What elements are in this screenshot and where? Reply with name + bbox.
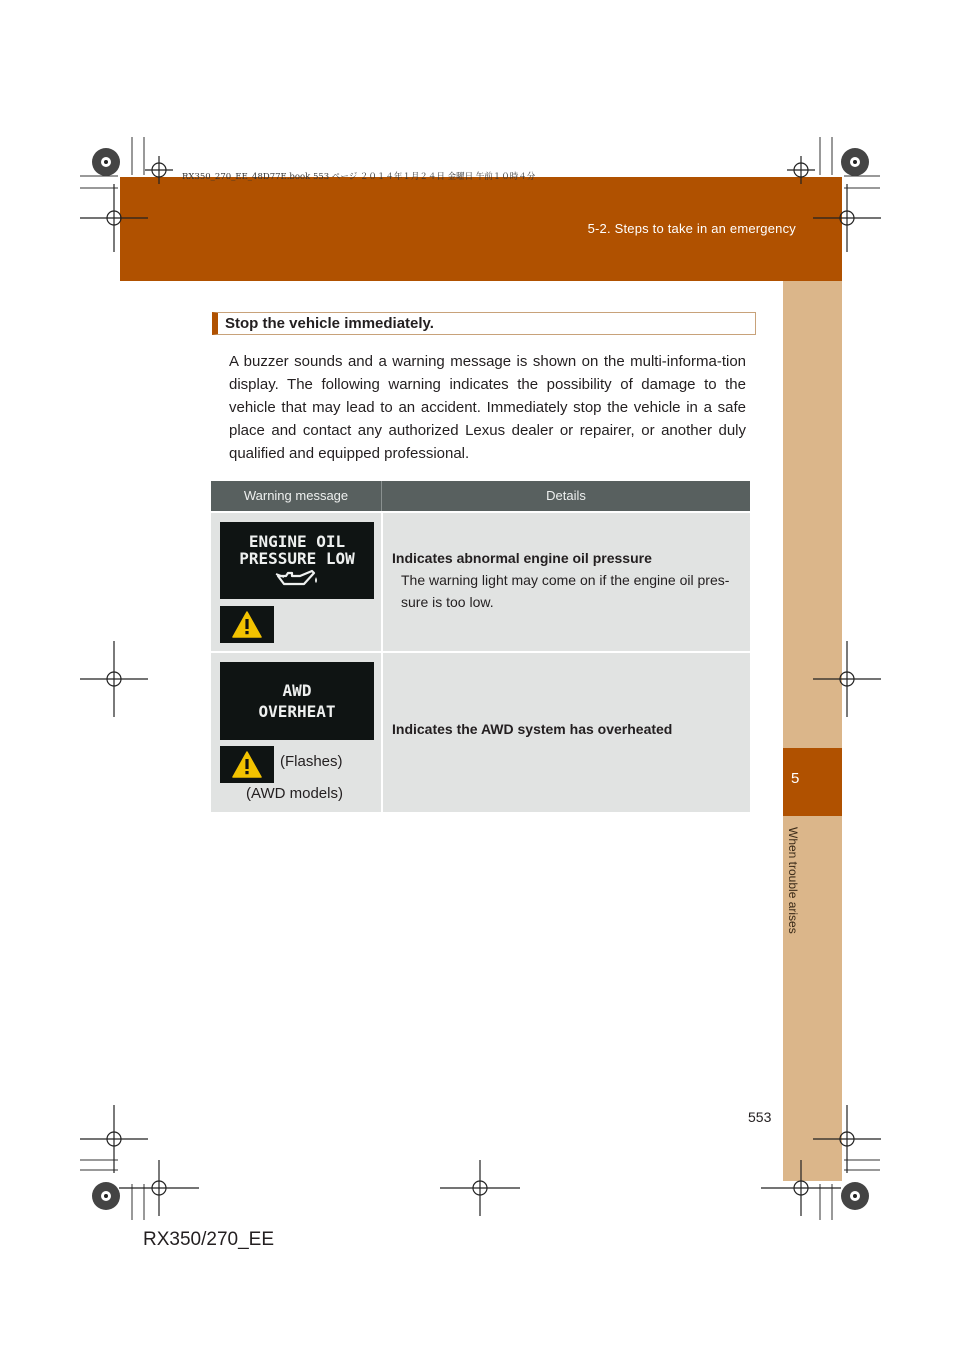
table-row — [211, 513, 750, 651]
display-line: PRESSURE LOW — [239, 549, 355, 568]
chapter-number: 5 — [791, 770, 800, 787]
header-band — [120, 177, 842, 281]
chapter-title: When trouble arises — [786, 827, 800, 934]
display-line: OVERHEAT — [258, 702, 336, 721]
header-details: Details — [546, 488, 586, 503]
body-paragraph: A buzzer sounds and a warning message is shown on the multi-informa-tion display. The following warning indicates the possibility of damage to the vehicle that may lead to an accident. Immediately stop the vehicle in a safe place and contact any authorized Lexus dealer or repairer, or another duly qualified and equipped professional. — [229, 353, 746, 462]
flashes-note: (Flashes) — [280, 753, 343, 770]
footer-model: RX350/270_EE — [143, 1229, 274, 1250]
awd-overheat-display — [220, 662, 374, 740]
display-line: ENGINE OIL — [248, 532, 346, 551]
heading-text: Stop the vehicle immediately. — [225, 315, 434, 332]
warning-triangle-icon — [232, 611, 262, 638]
column-divider — [381, 653, 383, 812]
warning-table — [211, 481, 750, 812]
chapter-label — [786, 827, 804, 957]
detail-text: The warning light may come on if the engine oil pres-sure is too low. — [401, 572, 730, 610]
section-title: 5-2. Steps to take in an emergency — [587, 221, 796, 236]
table-header — [211, 481, 750, 511]
detail-title: Indicates abnormal engine oil pressure — [392, 550, 652, 566]
warning-triangle-icon — [232, 751, 262, 778]
column-divider — [381, 513, 383, 651]
detail-title: Indicates the AWD system has overheated — [392, 721, 673, 737]
side-strip — [783, 281, 842, 1181]
oil-can-icon — [274, 568, 320, 590]
print-info-line: RX350_270_EE_48D77E.book 553 ページ ２０１４年１月２４日 金曜日 午前１０時４分 — [182, 172, 536, 182]
model-note: (AWD models) — [246, 785, 343, 802]
warning-indicator — [220, 746, 274, 783]
oil-pressure-display — [220, 522, 374, 599]
chapter-tab — [783, 748, 842, 816]
table-row — [211, 653, 750, 812]
display-line: AWD — [282, 681, 312, 700]
page-number: 553 — [748, 1109, 772, 1125]
warning-indicator — [220, 606, 274, 643]
header-warning-message: Warning message — [211, 481, 382, 511]
section-heading — [212, 312, 756, 335]
